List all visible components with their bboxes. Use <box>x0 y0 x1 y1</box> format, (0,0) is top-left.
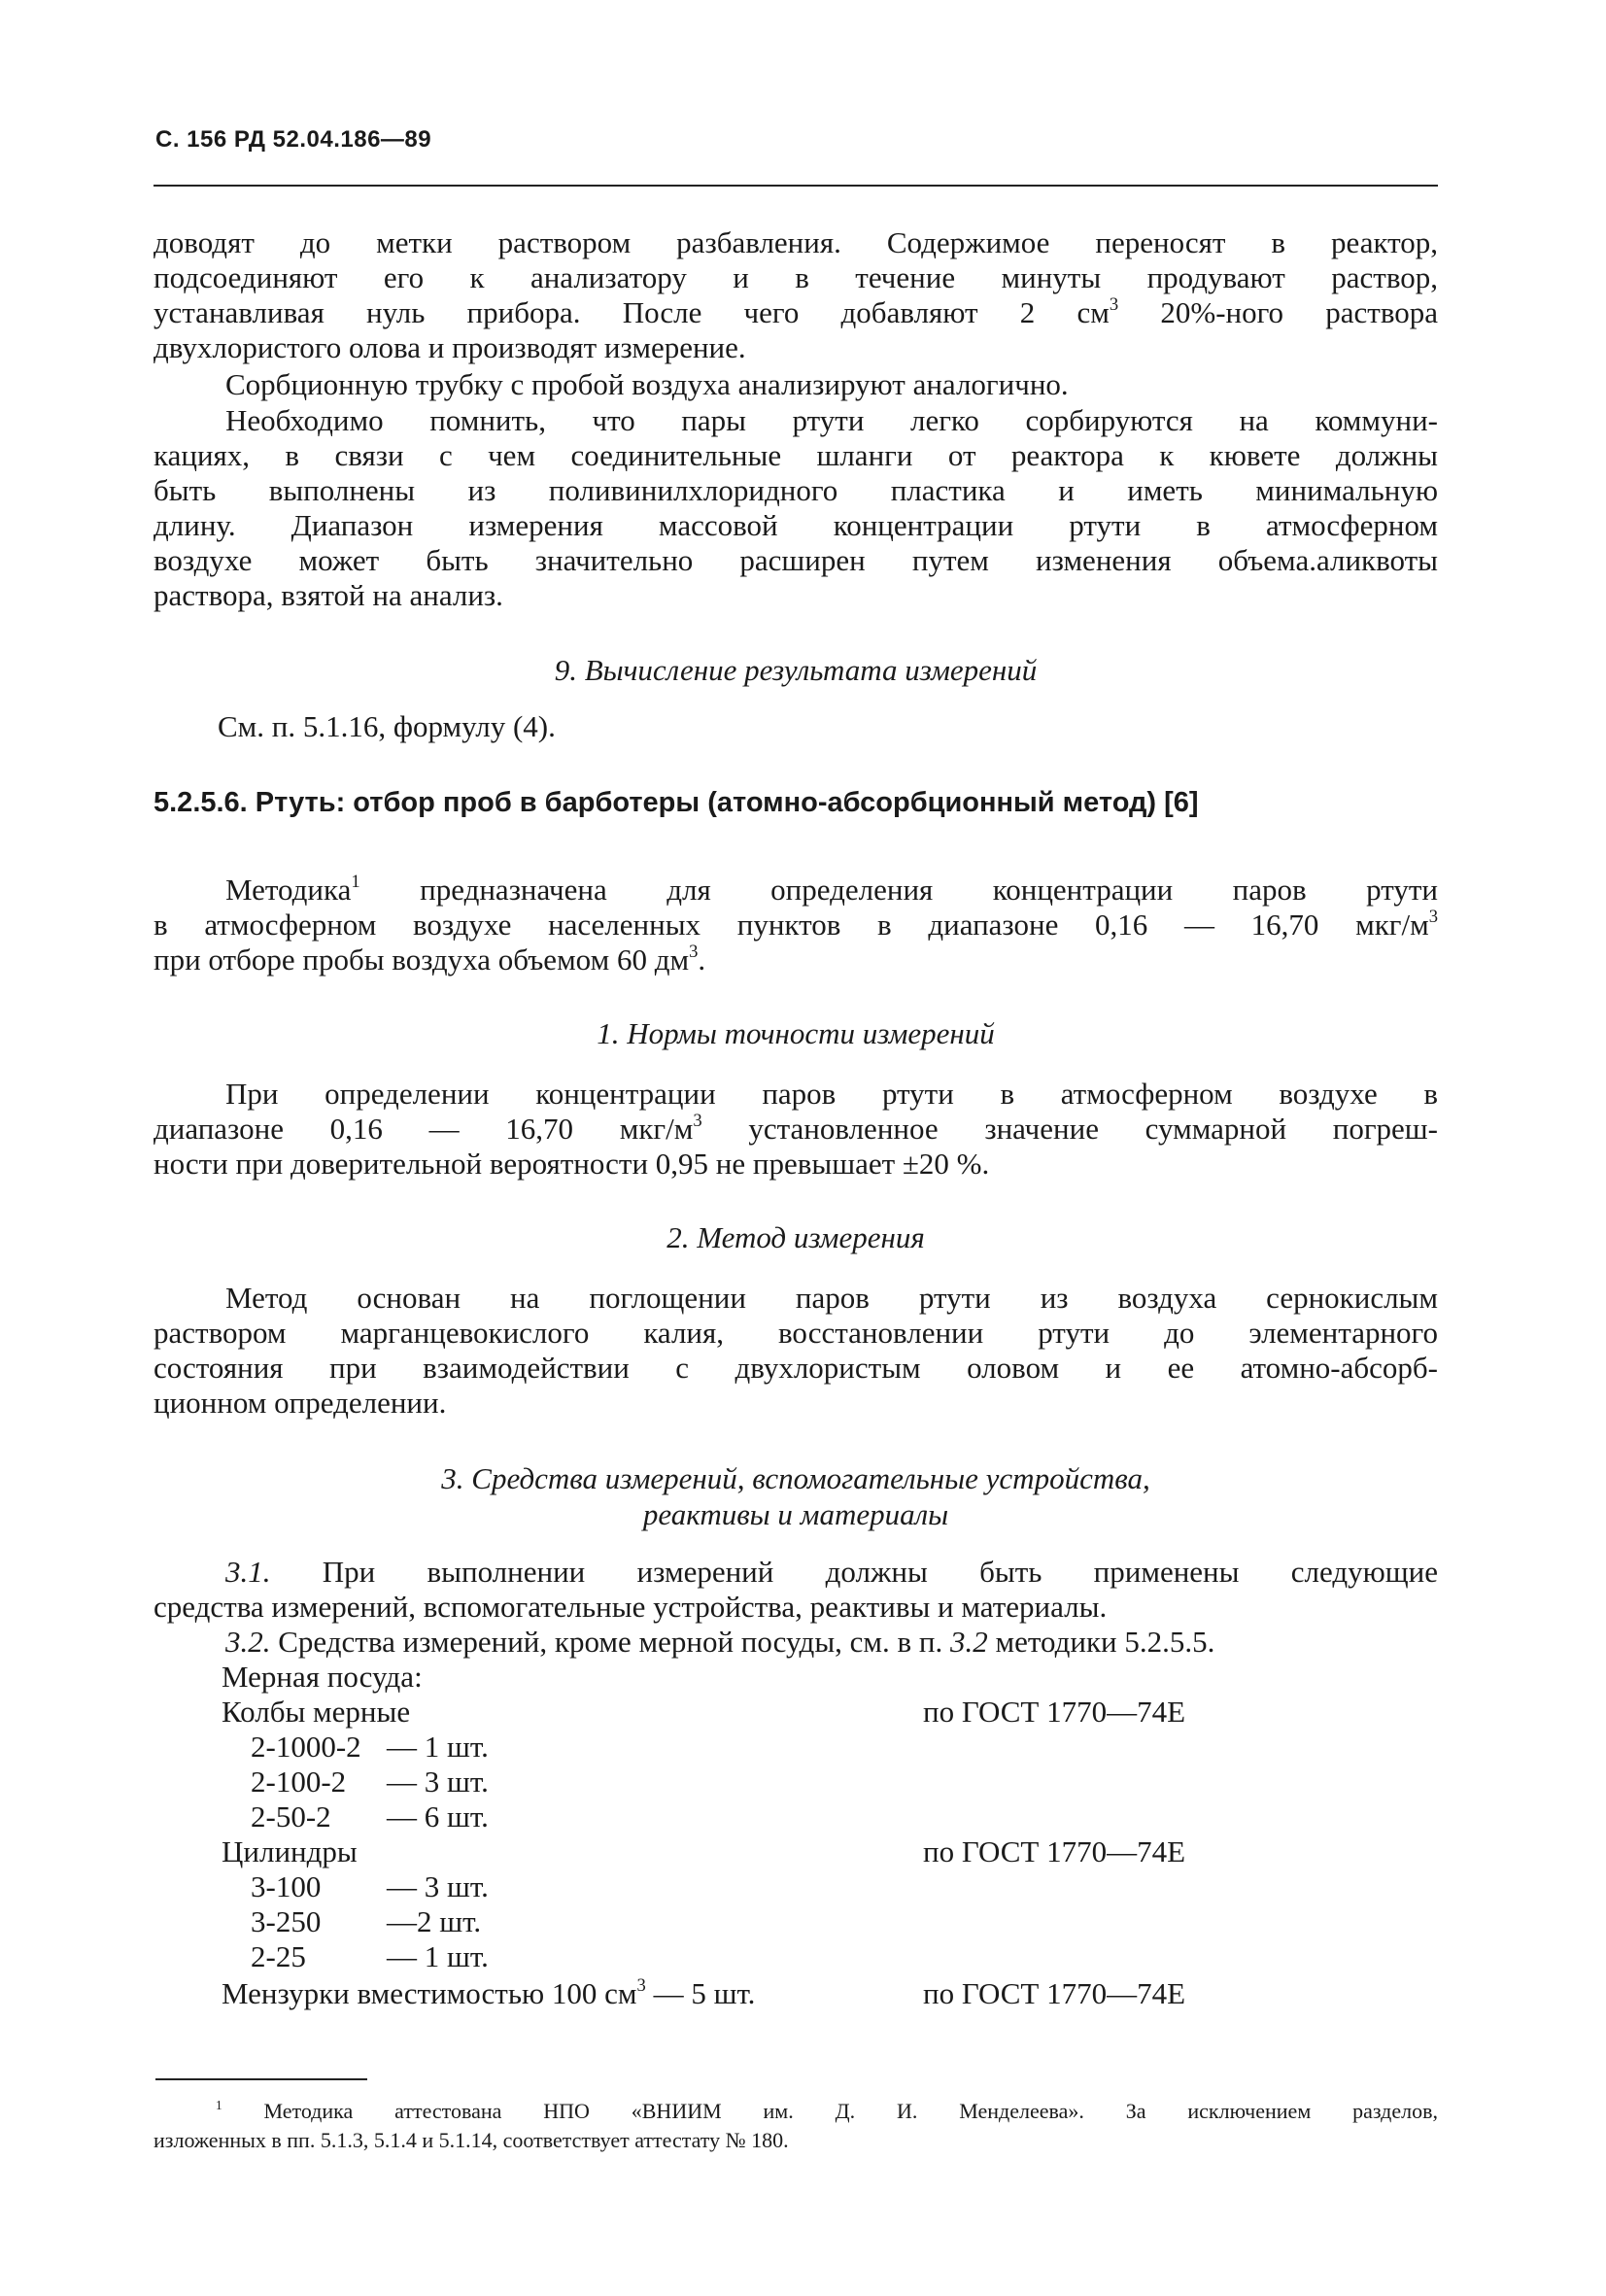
cylinder-item-code: 2-25 <box>251 1939 306 1973</box>
cylinders-standard: по ГОСТ 1770—74Е <box>923 1834 1186 1868</box>
method-paragraph <box>154 873 1438 977</box>
intro-line <box>154 295 1438 330</box>
cylinder-item-code: 3-250 <box>251 1904 322 1938</box>
cylinder-item-code: 3-100 <box>251 1869 322 1903</box>
section-2-line: раствором марганцевокислого калия, восстановлении ртути до элементарного <box>154 1316 1438 1350</box>
cylinder-item-qty: — 3 шт. <box>387 1869 489 1903</box>
section-2-paragraph <box>154 1281 1438 1421</box>
section-9-text: См. п. 5.1.16, формулу (4). <box>218 709 556 743</box>
section-2-line: ционном определении. <box>154 1386 447 1420</box>
running-header: С. 156 РД 52.04.186—89 <box>155 126 432 153</box>
method-line <box>154 908 1438 942</box>
section-2-line: Метод основан на поглощении паров ртути из воздуха сернокислым <box>225 1281 1438 1315</box>
method-word: Методика <box>225 873 352 907</box>
footnote <box>154 2097 1438 2155</box>
flask-item-qty: — 1 шт. <box>387 1730 489 1764</box>
flask-item-code: 2-50-2 <box>251 1799 331 1833</box>
section-3-1-paragraph <box>154 1555 1438 1660</box>
intro-line: воздухе может быть значительно расширен путем изменения объема.аликвоты <box>154 543 1438 577</box>
flask-item-qty: — 6 шт. <box>387 1799 489 1833</box>
superscript: 3 <box>1109 293 1119 315</box>
section-3-title: 3. Средства измерений, вспомогательные устройства, <box>441 1461 1150 1495</box>
item-number: 3.2. <box>225 1625 271 1659</box>
beakers-label <box>222 1976 755 2011</box>
section-1-line: При определении концентрации паров ртути в атмосферном воздухе в <box>225 1077 1438 1111</box>
footnote-line: изложенных в пп. 5.1.3, 5.1.4 и 5.1.14, соответствует аттестату № 180. <box>154 2128 789 2152</box>
method-text: в атмосферном воздухе населенных пунктов в диапазоне 0,16 — 16,70 мкг/м <box>154 908 1429 942</box>
section-1-line: ности при доверительной вероятности 0,95 не превышает ±20 %. <box>154 1147 990 1181</box>
superscript: 3 <box>1428 906 1438 927</box>
intro-line: двухлористого олова и производят измерение. <box>154 330 746 364</box>
section-1-line <box>154 1112 1438 1147</box>
cylinder-item-qty: —2 шт. <box>387 1904 482 1938</box>
method-line <box>154 942 1438 977</box>
section-1-title: 1. Нормы точности измерений <box>597 1016 995 1050</box>
superscript: 3 <box>693 1110 702 1131</box>
section-3-line <box>154 1625 1438 1660</box>
footnote-line <box>154 2097 1438 2126</box>
glassware-heading: Мерная посуда: <box>222 1660 423 1694</box>
method-text: . <box>698 942 706 977</box>
superscript: 3 <box>636 1974 646 1996</box>
cylinders-label: Цилиндры <box>222 1834 358 1868</box>
beakers-qty: — 5 шт. <box>645 1976 756 2010</box>
section-9-title: 9. Вычисление результата измерений <box>554 653 1038 687</box>
intro-paragraph-1 <box>154 225 1438 365</box>
section-1-text: установленное значение суммарной погреш- <box>701 1112 1438 1146</box>
method-text: предназначена для определения концентрации паров ртути <box>359 873 1438 907</box>
beakers-text: Мензурки вместимостью 100 см <box>222 1976 637 2010</box>
item-reference: 3.2 <box>950 1625 988 1659</box>
intro-line: Сорбционную трубку с пробой воздуха анализируют аналогично. <box>225 367 1069 401</box>
section-1-paragraph <box>154 1077 1438 1182</box>
section-2-line: состояния при взаимодействии с двухлористым оловом и ее атомно-абсорб- <box>154 1351 1438 1385</box>
method-line <box>154 873 1438 908</box>
section-3-text: При выполнении измерений должны быть применены следующие <box>270 1555 1438 1589</box>
intro-line-tail: 20%-ного раствора <box>1160 295 1438 329</box>
intro-line: раствора, взятой на анализ. <box>154 578 503 612</box>
intro-line: Необходимо помнить, что пары ртути легко сорбируются на коммуни- <box>225 403 1438 437</box>
footnote-text: Методика аттестована НПО «ВНИИМ им. Д. И. Менделеева». За исключением разделов, <box>222 2099 1438 2123</box>
cylinder-item-qty: — 1 шт. <box>387 1939 489 1973</box>
flask-item-qty: — 3 шт. <box>387 1765 489 1799</box>
intro-line: подсоединяют его к анализатору и в течение минуты продувают раствор, <box>154 260 1438 294</box>
flask-item-code: 2-1000-2 <box>251 1730 361 1764</box>
method-text: при отборе пробы воздуха объемом 60 дм <box>154 942 690 977</box>
flasks-label: Колбы мерные <box>222 1695 411 1729</box>
intro-line: длину. Диапазон измерения массовой концентрации ртути в атмосферном <box>154 508 1438 542</box>
footnote-ref: 1 <box>351 871 360 892</box>
section-3-line: средства измерений, вспомогательные устройства, реактивы и материалы. <box>154 1590 1108 1624</box>
section-3-text: методики 5.2.5.5. <box>987 1625 1215 1659</box>
intro-line-text: устанавливая нуль прибора. После чего добавляют 2 см <box>154 295 1110 329</box>
flask-item-code: 2-100-2 <box>251 1765 347 1799</box>
section-2-title: 2. Метод измерения <box>666 1220 925 1254</box>
superscript: 3 <box>689 941 699 962</box>
item-number: 3.1. <box>225 1555 271 1589</box>
header-rule <box>154 185 1438 187</box>
footnote-rule <box>155 2078 367 2080</box>
section-3-subtitle: реактивы и материалы <box>642 1497 949 1531</box>
intro-line: кациях, в связи с чем соединительные шланги от реактора к кювете должны <box>154 438 1438 472</box>
section-3-text: Средства измерений, кроме мерной посуды, см. в п. <box>270 1625 951 1659</box>
footnote-mark: 1 <box>216 2097 222 2112</box>
intro-line: быть выполнены из поливинилхлоридного пластика и иметь минимальную <box>154 473 1438 507</box>
section-1-text: диапазоне 0,16 — 16,70 мкг/м <box>154 1112 694 1146</box>
intro-line: доводят до метки раствором разбавления. Содержимое переносят в реактор, <box>154 225 1438 259</box>
section-3-line <box>154 1555 1438 1590</box>
intro-paragraph-2 <box>154 367 1438 402</box>
intro-paragraph-3 <box>154 403 1438 613</box>
beakers-standard: по ГОСТ 1770—74Е <box>923 1976 1186 2010</box>
flasks-standard: по ГОСТ 1770—74Е <box>923 1695 1186 1729</box>
method-title: 5.2.5.6. Ртуть: отбор проб в барботеры (атомно-абсорбционный метод) [6] <box>154 787 1199 818</box>
